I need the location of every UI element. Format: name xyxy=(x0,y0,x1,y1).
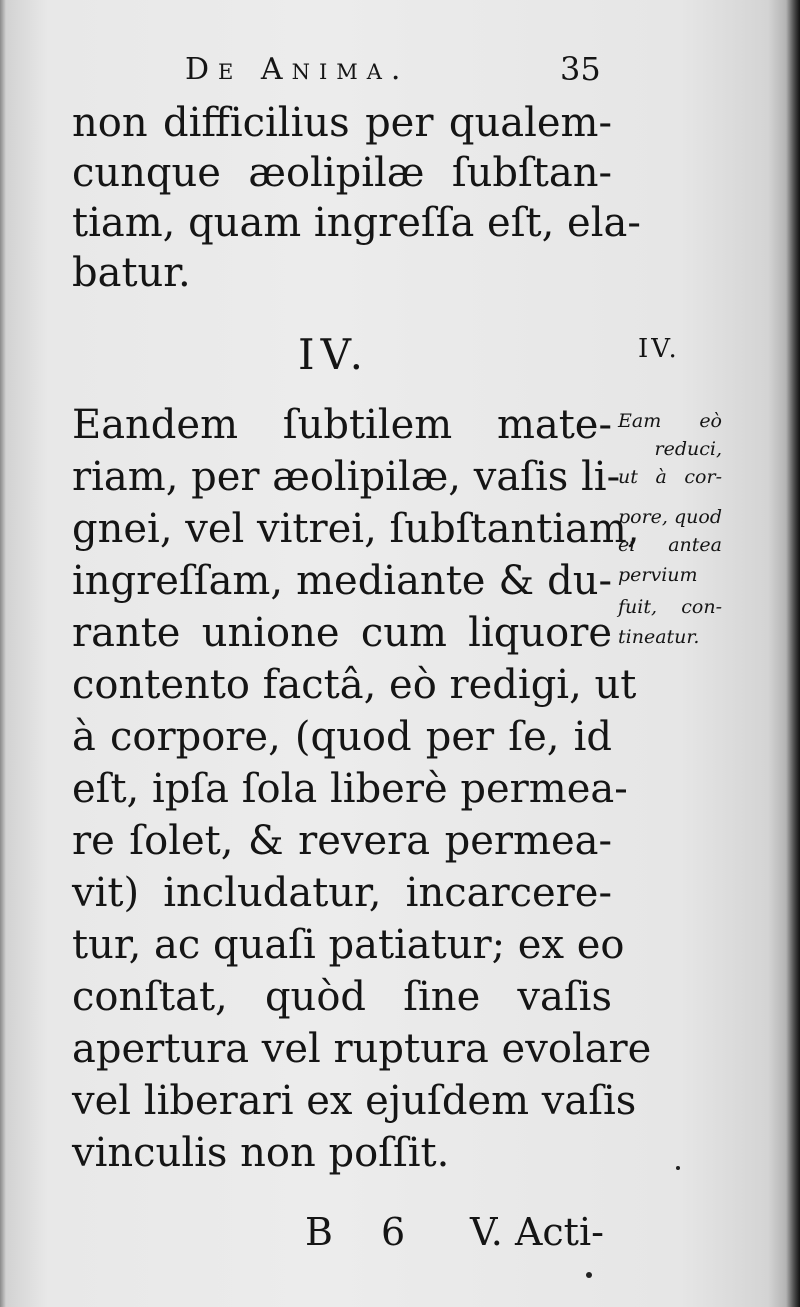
text-line: tur, ac quaſi patiatur; ex eo xyxy=(72,922,625,968)
margin-note-line: tineatur. xyxy=(618,626,700,648)
text-line: Eandem ſubtilem mate- xyxy=(72,402,612,448)
ink-speck xyxy=(586,1272,592,1278)
text-line: conſtat, quòd ſine vaſis xyxy=(72,974,612,1020)
text-line: tiam, quam ingreſſa eſt, ela- xyxy=(72,200,641,246)
running-head: De Anima. xyxy=(185,52,410,87)
signature-mark: B 6 xyxy=(305,1210,424,1254)
text-line: contento factâ, eò redigi, ut xyxy=(72,662,637,708)
text-line: apertura vel ruptura evolare xyxy=(72,1026,652,1072)
margin-note-line: Eam eò xyxy=(618,410,722,432)
text-line: vit) includatur, incarcere- xyxy=(72,870,612,916)
text-line: batur. xyxy=(72,250,191,296)
text-line: ingreſſam, mediante & du- xyxy=(72,558,612,604)
text-line: cunque æolipilæ ſubſtan- xyxy=(72,150,612,196)
section-heading: IV. xyxy=(298,330,369,379)
text-line: vinculis non poſſit. xyxy=(72,1130,450,1176)
page-gutter-shadow xyxy=(0,0,6,1307)
margin-note-line: pore, quod xyxy=(618,506,723,528)
text-line: gnei, vel vitrei, ſubſtantiam, xyxy=(72,506,640,552)
text-line: non difficilius per qualem- xyxy=(72,100,612,146)
text-line: vel liberari ex ejuſdem vaſis xyxy=(72,1078,637,1124)
margin-section-heading: IV. xyxy=(638,334,680,364)
ink-speck xyxy=(676,1166,680,1170)
text-line: eſt, ipſa ſola liberè permea- xyxy=(72,766,628,812)
text-line: à corpore, (quod per ſe, id xyxy=(72,714,612,760)
catchword: V. Acti- xyxy=(470,1210,604,1254)
margin-note-line: ei antea xyxy=(618,534,722,556)
margin-note-line: fuit, con- xyxy=(618,596,722,618)
page-number: 35 xyxy=(560,50,601,88)
margin-note-line: pervium xyxy=(618,564,698,586)
margin-note-line: reduci, xyxy=(654,438,722,460)
margin-note-line: ut à cor- xyxy=(618,466,722,488)
text-line: rante unione cum liquore xyxy=(72,610,612,656)
text-line: re ſolet, & revera permea- xyxy=(72,818,612,864)
text-line: riam, per æolipilæ, vaſis li- xyxy=(72,454,621,500)
